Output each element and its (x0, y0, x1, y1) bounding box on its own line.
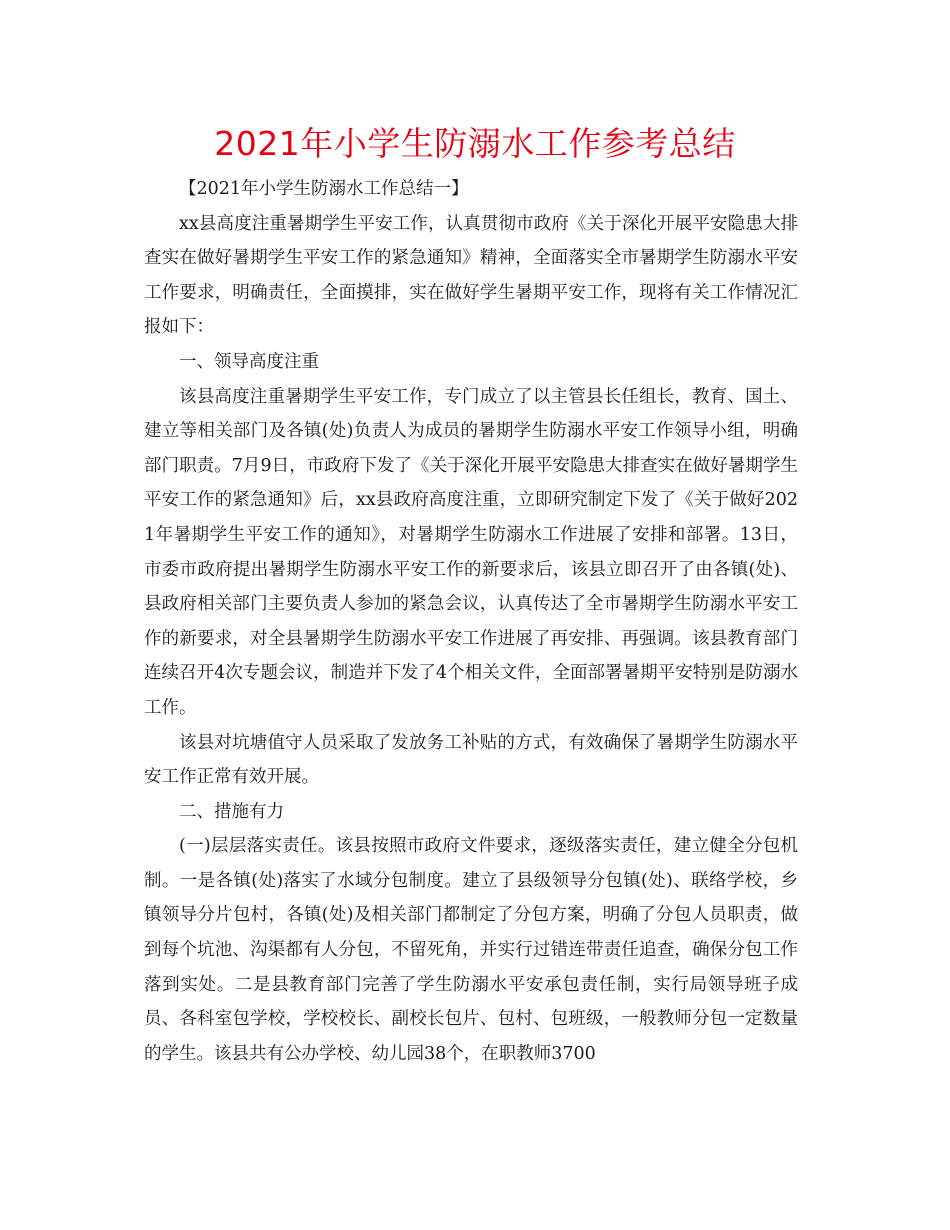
heading-measures: 二、措施有力 (179, 801, 284, 822)
heading-leadership: 一、领导高度注重 (179, 351, 319, 372)
section-subtitle: 【2021年小学生防溺水工作总结一】 (179, 179, 469, 199)
paragraph-subsidy: 该县对坑塘值守人员采取了发放务工补贴的方式，有效确保了暑期学生防溺水平安工作正常有效开展。 (144, 732, 798, 788)
document-body (144, 172, 798, 1071)
paragraph-leadership: 该县高度注重暑期学生平安工作，专门成立了以主管县长任组长，教育、国土、建立等相关部门及各镇(处)负责人为成员的暑期学生防溺水平安工作领导小组，明确部门职责。7月9日，市政府下发了《关于深化开展平安隐患大排查实在做好暑期学生平安工作的紧急通知》后，xx县政府高度注重，立即研究制定下发了《关于做好2021年暑期学生平安工作的通知》，对暑期学生防溺水工作进展了安排和部署。13日，市委市政府提出暑期学生防溺水平安工作的新要求后，该县立即召开了由各镇(处)、县政府相关部门主要负责人参加的紧急会议，认真传达了全市暑期学生防溺水平安工作的新要求，对全县暑期学生防溺水平安工作进展了再安排、再强调。该县教育部门连续召开4次专题会议，制造并下发了4个相关文件，全面部署暑期平安特别是防溺水工作。 (144, 386, 798, 718)
document-title: 2021年小学生防溺水工作参考总结 (214, 124, 736, 163)
paragraph-intro: xx县高度注重暑期学生平安工作，认真贯彻市政府《关于深化开展平安隐患大排查实在做好暑期学生平安工作的紧急通知》精神，全面落实全市暑期学生防溺水平安工作要求，明确责任，全面摸排，实在做好学生暑期平安工作，现将有关工作情况汇报如下： (144, 213, 798, 338)
paragraph-responsibility: (一)层层落实责任。该县按照市政府文件要求，逐级落实责任，建立健全分包机制。一是各镇(处)落实了水域分包制度。建立了县级领导分包镇(处)、联络学校，乡镇领导分片包村，各镇(处)及相关部门都制定了分包方案，明确了分包人员职责，做到每个坑池、沟渠都有人分包，不留死角，并实行过错连带责任追查，确保分包工作落到实处。二是县教育部门完善了学生防溺水平安承包责任制，实行局领导班子成员、各科室包学校，学校校长、副校长包片、包村、包班级，一般教师分包一定数量的学生。该县共有公办学校、幼儿园38个，在职教师3700 (144, 836, 798, 1064)
